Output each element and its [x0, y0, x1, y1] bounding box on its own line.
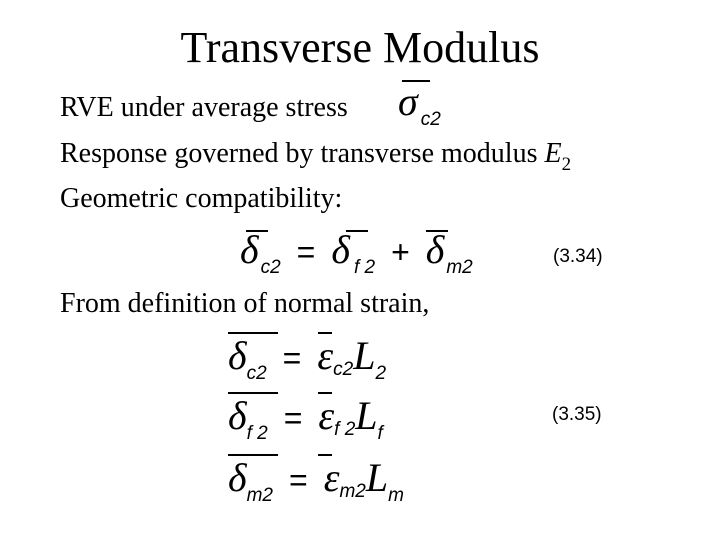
- length-symbol: L: [365, 455, 389, 500]
- equation-3-34: [240, 226, 473, 278]
- length-subscript: f: [377, 423, 383, 444]
- line-3-text: Geometric compatibility:: [60, 183, 343, 214]
- equals-sign: =: [289, 462, 308, 498]
- equation-number-3-34: (3.34): [553, 246, 603, 267]
- delta-c2-subscript: c2: [260, 257, 281, 278]
- text-line-1: [60, 92, 348, 124]
- text-line-4: [60, 288, 429, 320]
- text-line-2: [60, 138, 572, 175]
- length-subscript: 2: [375, 363, 387, 384]
- length-symbol: L: [353, 333, 376, 378]
- overbar: [318, 392, 332, 394]
- overbar: [246, 230, 268, 232]
- delta-c2: δ: [228, 333, 247, 378]
- equals-sign: =: [283, 400, 303, 436]
- equation-3-35-row-1: [228, 332, 387, 384]
- delta-m2-subscript: m2: [246, 485, 273, 506]
- line-2-text: Response governed by transverse modulus: [60, 138, 538, 169]
- overbar: [228, 454, 278, 456]
- delta-c2: δ: [240, 227, 259, 272]
- equation-number-3-35: (3.35): [552, 404, 602, 425]
- epsilon-f2: ε: [318, 393, 335, 438]
- epsilon-c2: ε: [317, 333, 334, 378]
- overbar: [318, 332, 332, 334]
- sigma-subscript: c2: [420, 109, 441, 130]
- delta-m2: δ: [425, 227, 445, 272]
- overbar: [346, 230, 368, 232]
- average-stress-symbol: [398, 78, 441, 130]
- modulus-symbol: E: [544, 138, 562, 169]
- epsilon-m2-subscript: m2: [339, 481, 366, 502]
- delta-f2: δ: [228, 393, 247, 438]
- delta-m2-subscript: m2: [446, 257, 473, 278]
- equation-3-35-row-3: [228, 454, 404, 506]
- text-line-3: [60, 183, 342, 215]
- equals-sign: =: [282, 340, 302, 376]
- length-symbol: L: [355, 393, 378, 438]
- plus-sign: +: [391, 234, 410, 270]
- delta-f2-subscript: f 2: [353, 257, 376, 278]
- overbar: [426, 230, 448, 232]
- length-subscript: m: [388, 485, 404, 506]
- delta-c2-subscript: c2: [246, 363, 267, 384]
- line-1-text: RVE under average stress: [60, 92, 348, 123]
- delta-f2-subscript: f 2: [246, 423, 268, 444]
- line-4-text: From definition of normal strain,: [60, 288, 430, 319]
- slide-title: Transverse Modulus: [180, 23, 540, 72]
- epsilon-f2-subscript: f 2: [334, 419, 356, 440]
- overbar: [318, 454, 332, 456]
- equals-sign: =: [296, 234, 316, 270]
- equation-3-35-row-2: [228, 392, 383, 444]
- overbar: [402, 80, 430, 82]
- delta-m2: δ: [228, 455, 247, 500]
- epsilon-m2: ε: [323, 455, 340, 500]
- overbar: [228, 392, 278, 394]
- delta-f2: δ: [331, 227, 350, 272]
- sigma-symbol: σ: [398, 79, 418, 124]
- overbar: [228, 332, 278, 334]
- epsilon-c2-subscript: c2: [333, 359, 354, 380]
- modulus-subscript: 2: [561, 154, 572, 175]
